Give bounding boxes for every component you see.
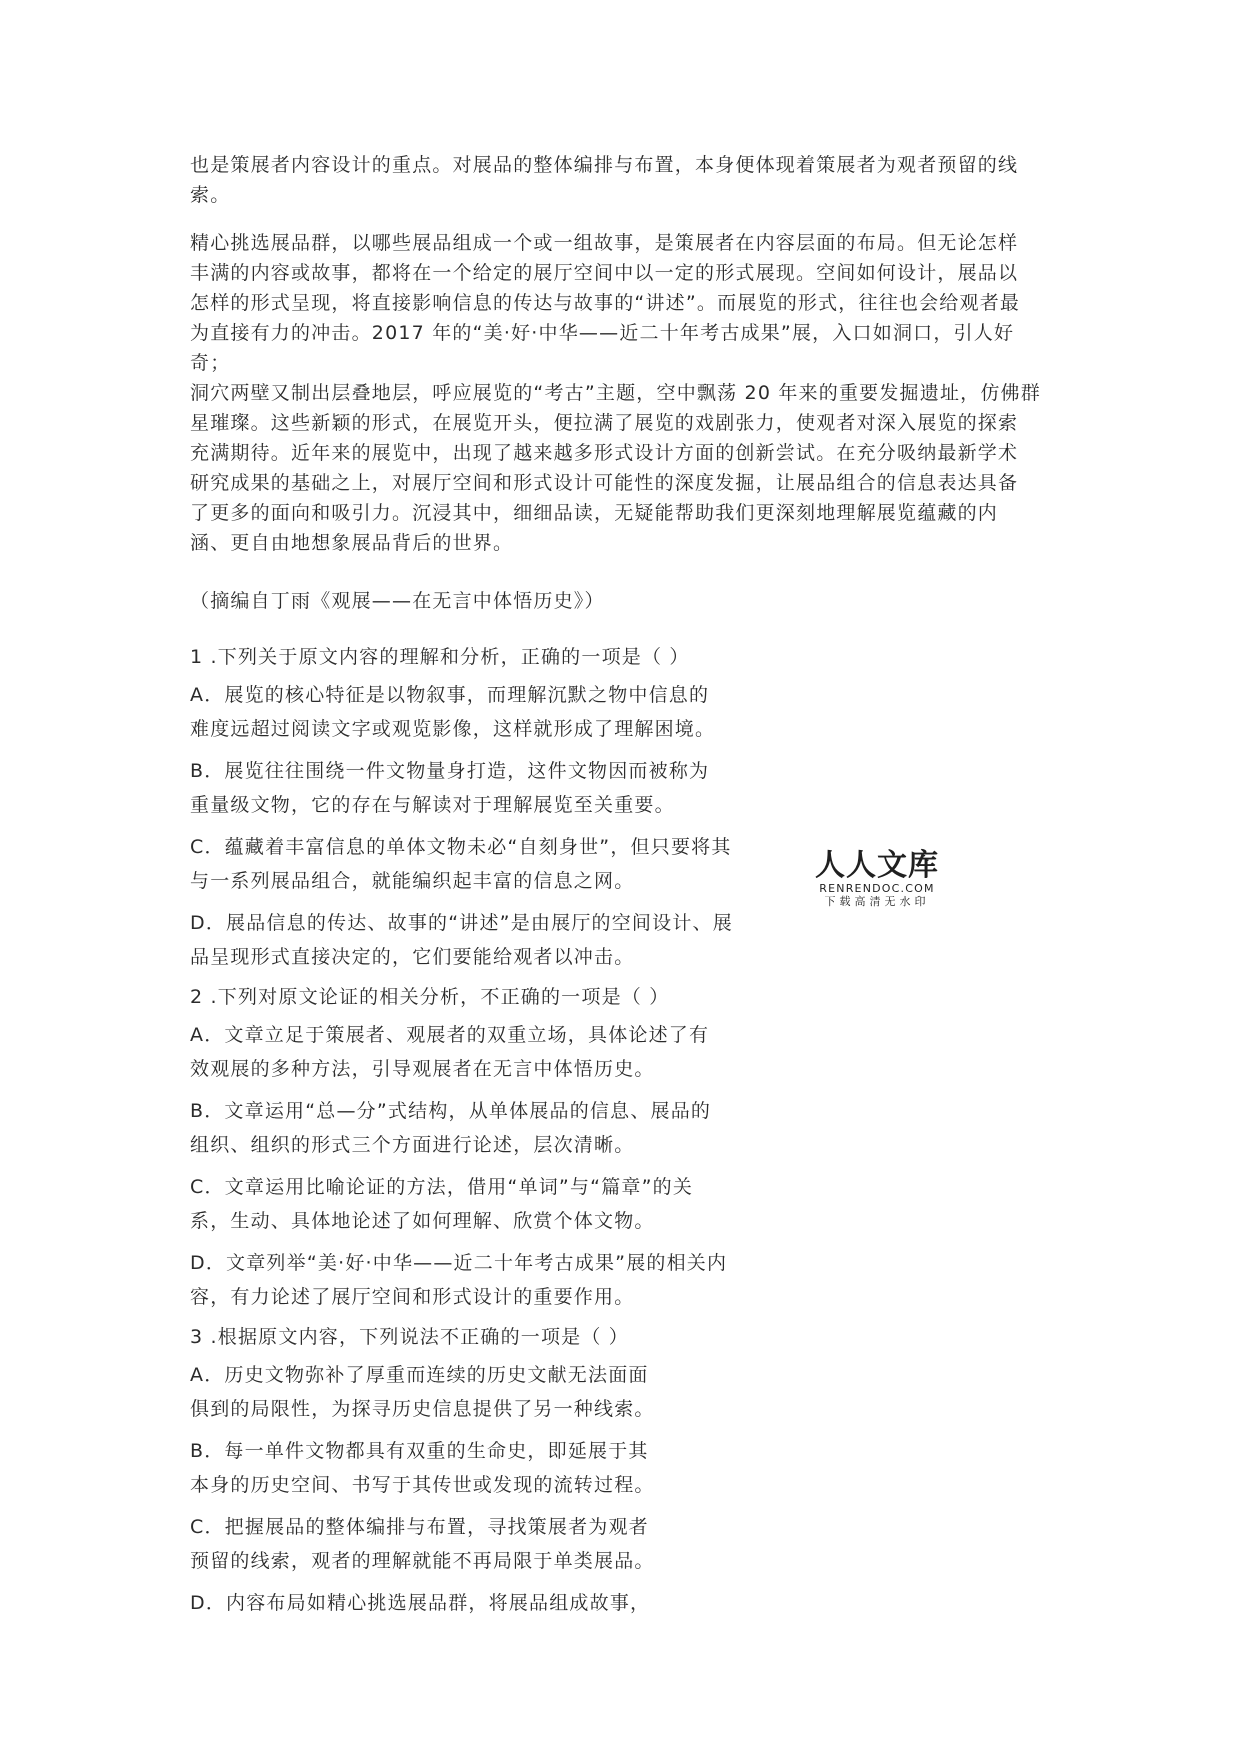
question-1-option-c: C．蕴藏着丰富信息的单体文物未必“自刻身世”，但只要将其 与一系列展品组合，就能编织起丰富的信息之网。	[190, 836, 732, 892]
question-2-option-a: A．文章立足于策展者、观展者的双重立场，具体论述了有 效观展的多种方法，引导观展者在无言中体悟历史。	[190, 1024, 710, 1080]
passage-paragraph-1: 也是策展者内容设计的重点。对展品的整体编排与布置，本身便体现着策展者为观者预留的线 索。	[190, 154, 1019, 206]
watermark-logo	[812, 850, 942, 908]
watermark-title: 人人文库	[815, 848, 939, 883]
question-2-option-b: B．文章运用“总—分”式结构，从单体展品的信息、展品的 组织、组织的形式三个方面进行论述，层次清晰。	[190, 1100, 712, 1156]
question-2-option-d: D．文章列举“美·好·中华——近二十年考古成果”展的相关内 容，有力论述了展厅空间和形式设计的重要作用。	[190, 1252, 728, 1308]
question-2-stem: 2 .下列对原文论证的相关分析，不正确的一项是（ ）	[190, 986, 670, 1008]
question-3-option-c: C．把握展品的整体编排与布置，寻找策展者为观者 预留的线索，观者的理解就能不再局限于单类展品。	[190, 1516, 655, 1572]
question-3-option-a: A．历史文物弥补了厚重而连续的历史文献无法面面 俱到的局限性，为探寻历史信息提供了另一种线索。	[190, 1364, 655, 1420]
question-3	[190, 1322, 1050, 1620]
question-1-option-d: D．展品信息的传达、故事的“讲述”是由展厅的空间设计、展 品呈现形式直接决定的，它们要能给观者以冲击。	[190, 912, 733, 968]
watermark-subtitle: 下载高清无水印	[824, 895, 930, 908]
question-1-option-a: A．展览的核心特征是以物叙事，而理解沉默之物中信息的 难度远超过阅读文字或观览影像，这样就形成了理解困境。	[190, 684, 716, 740]
question-1-stem: 1 .下列关于原文内容的理解和分析，正确的一项是（ ）	[190, 646, 690, 668]
question-1-option-b: B．展览往往围绕一件文物量身打造，这件文物因而被称为 重量级文物，它的存在与解读对于理解展览至关重要。	[190, 760, 710, 816]
watermark-url: RENRENDOC.COM	[819, 882, 935, 895]
question-2-option-c: C．文章运用比喻论证的方法，借用“单词”与“篇章”的关 系，生动、具体地论述了如何理解、欣赏个体文物。	[190, 1176, 694, 1232]
passage-paragraph-2: 精心挑选展品群，以哪些展品组成一个或一组故事，是策展者在内容层面的布局。但无论怎样 丰满的内容或故事，都将在一个给定的展厅空间中以一定的形式展现。空间如何设计，展品以 怎样的形式呈现，将直接影响信息的传达与故事的“讲述”。而展览的形式，往往也会给观者最 为直接有力的冲击。2017 年的“美·好·中华——近二十年考古成果”展，入口如洞口，引人好奇； 洞穴两壁又制出层叠地层，呼应展览的“考古”主题，空中飘荡 20 年来的重要发掘遗址，仿佛群 星璀璨。这些新颖的形式，在展览开头，便拉满了展览的戏剧张力，使观者对深入展览的探索 充满期待。近年来的展览中，出现了越来越多形式设计方面的创新尝试。在充分吸纳最新学术 研究成果的基础之上，对展厅空间和形式设计可能性的深度发掘，让展品组合的信息表达具备 了更多的面向和吸引力。沉浸其中，细细品读，无疑能帮助我们更深刻地理解展览蕴藏的内 涵、更自由地想象展品背后的世界。	[190, 232, 1041, 554]
passage-source: （摘编自丁雨《观展——在无言中体悟历史》）	[190, 590, 605, 612]
question-1	[190, 642, 1050, 974]
question-2	[190, 982, 1050, 1314]
question-3-option-b: B．每一单件文物都具有双重的生命史，即延展于其 本身的历史空间、书写于其传世或发现的流转过程。	[190, 1440, 655, 1496]
question-3-option-d: D．内容布局如精心挑选展品群，将展品组成故事，	[190, 1592, 651, 1614]
question-3-stem: 3 .根据原文内容，下列说法不正确的一项是（ ）	[190, 1326, 630, 1348]
